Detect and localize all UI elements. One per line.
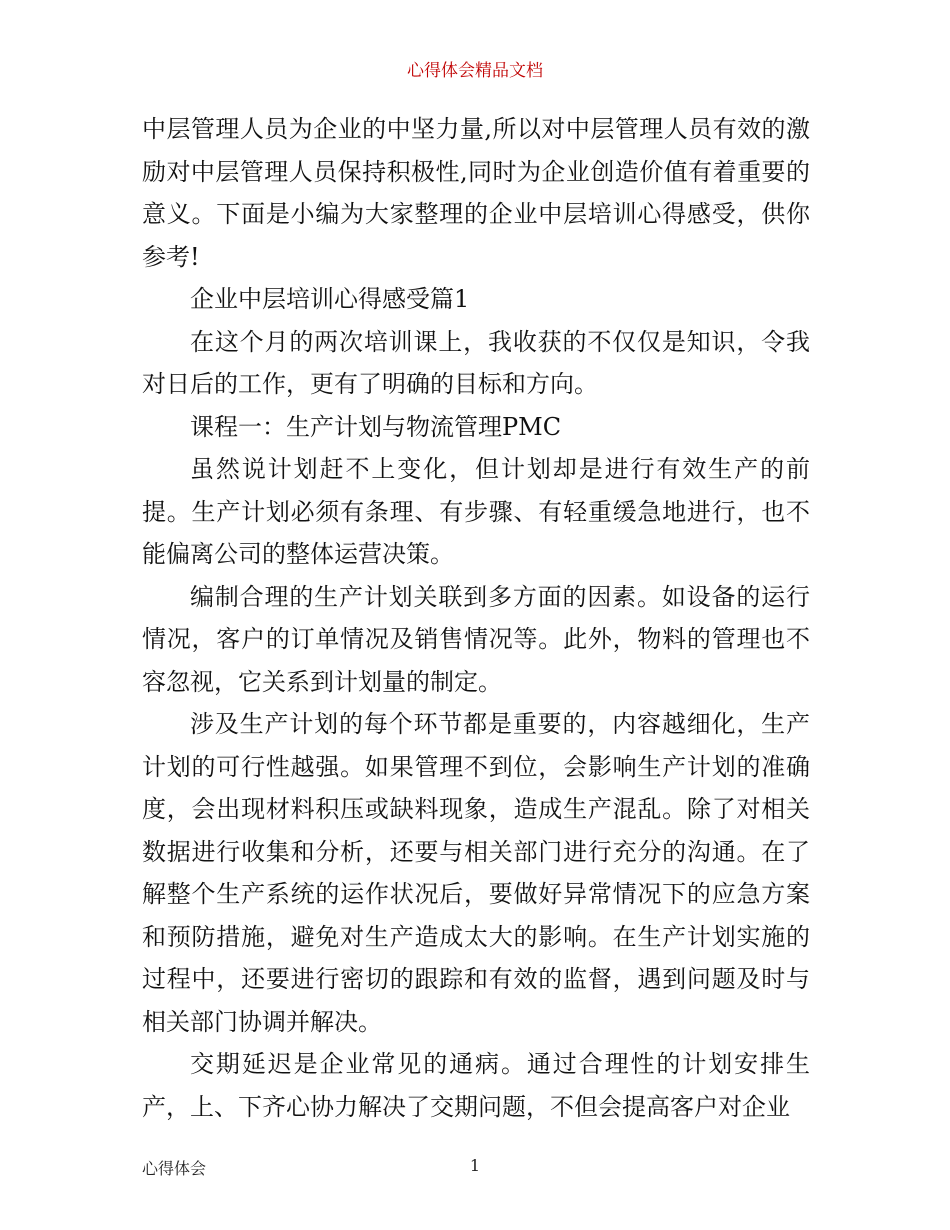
paragraph: 在这个月的两次培训课上，我收获的不仅仅是知识，令我对日后的工作，更有了明确的目标和方向。	[142, 327, 810, 398]
paragraph: 交期延迟是企业常见的通病。通过合理性的计划安排生产，上、下齐心协力解决了交期问题，不但会提高客户对企业	[142, 1050, 810, 1121]
paragraph: 编制合理的生产计划关联到多方面的因素。如设备的运行情况，客户的订单情况及销售情况等。此外，物料的管理也不容忽视，它关系到计划量的制定。	[142, 582, 810, 696]
page-number: 1	[469, 1156, 481, 1175]
page-header: 心得体会精品文档	[407, 61, 543, 81]
paragraph: 涉及生产计划的每个环节都是重要的，内容越细化，生产计划的可行性越强。如果管理不到位，会影响生产计划的准确度，会出现材料积压或缺料现象，造成生产混乱。除了对相关数据进行收集和分析，还要与相关部门进行充分的沟通。在了解整个生产系统的运作状况后，要做好异常情况下的应急方案和预防措施，避免对生产造成太大的影响。在生产计划实施的过程中，还要进行密切的跟踪和有效的监督，遇到问题及时与相关部门协调并解决。	[142, 710, 810, 1036]
section-heading: 企业中层培训心得感受篇1	[190, 285, 470, 313]
paragraph: 虽然说计划赶不上变化，但计划却是进行有效生产的前提。生产计划必须有条理、有步骤、有轻重缓急地进行，也不能偏离公司的整体运营决策。	[142, 455, 810, 568]
course-heading: 课程一：生产计划与物流管理PMC	[190, 412, 562, 441]
paragraph-intro: 中层管理人员为企业的中坚力量,所以对中层管理人员有效的激励对中层管理人员保持积极性,同时为企业创造价值有着重要的意义。下面是小编为大家整理的企业中层培训心得感受，供你参考!	[142, 115, 810, 271]
document-body	[142, 108, 810, 1128]
footer-label: 心得体会	[142, 1159, 207, 1178]
